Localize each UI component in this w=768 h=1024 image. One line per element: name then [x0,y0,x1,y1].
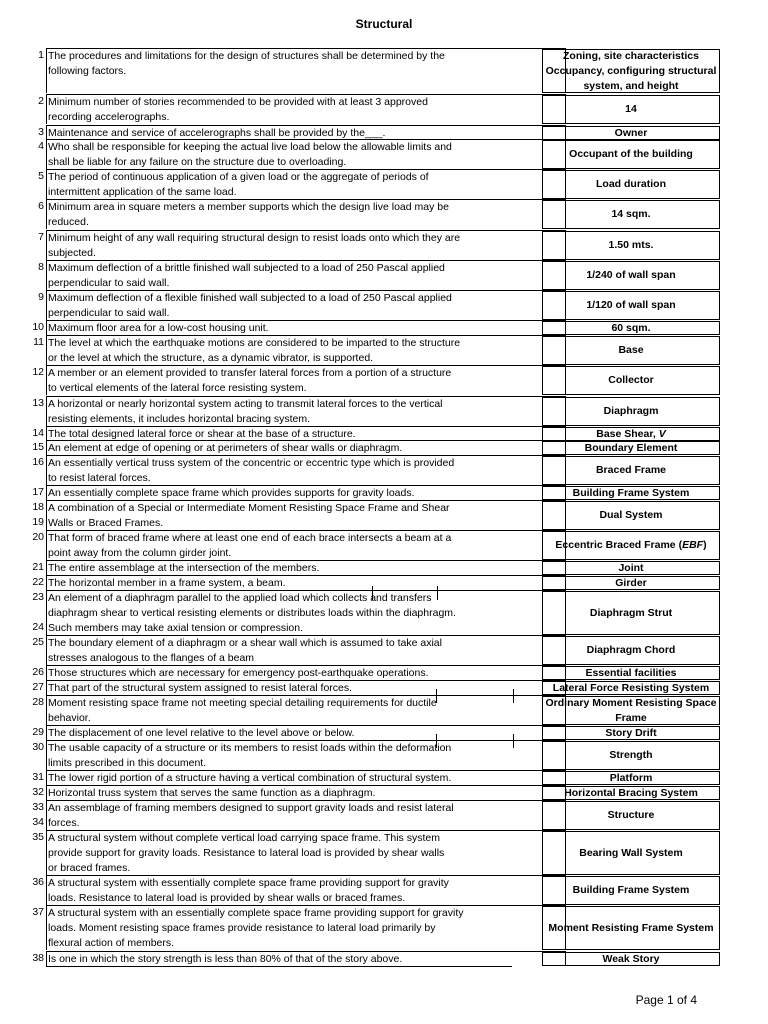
question-line: An assemblage of framing members designed to support gravity loads and resist lateral [48,802,454,814]
question-line: forces. [48,817,80,829]
table-row [30,365,720,395]
question-text [46,530,566,560]
table-row [30,485,720,500]
answer-cell: Diaphragm Strut [542,591,720,635]
question-text [46,590,566,635]
question-number: 29 [32,726,44,738]
question-line: A member or an element provided to transfer lateral forces from a portion of a structure [48,367,452,379]
empty-cell [436,689,514,703]
question-line: Maximum deflection of a brittle finished wall subjected to a load of 250 Pascal applied [48,262,445,274]
question-line: Walls or Braced Frames. [48,517,164,529]
question-line: The period of continuous application of a given load or the aggregate of periods of [48,171,429,183]
question-number: 8 [38,261,44,273]
answer-cell: Girder [542,576,720,590]
question-number: 3 [38,126,44,138]
answer-cell: Diaphragm Chord [542,636,720,665]
question-text [46,335,566,365]
table-row [30,785,720,800]
question-number: 26 [32,666,44,678]
answer-cell: 60 sqm. [542,321,720,335]
answer-cell: Collector [542,366,720,395]
table-row [30,260,720,290]
question-number: 7 [38,231,44,243]
answer-cell: 14 [542,95,720,124]
table-row [30,426,720,441]
question-line: An element at edge of opening or at perimeters of shear walls or diaphragm. [48,442,403,454]
question-number: 18 [32,501,44,513]
answer-cell: Platform [542,771,720,785]
table-bottom-border [46,966,512,967]
question-number: 13 [32,397,44,409]
answer-cell: Building Frame System [542,486,720,500]
question-number: 27 [32,681,44,693]
question-line: or braced frames. [48,862,131,874]
table-row [30,635,720,665]
question-number: 2 [38,95,44,107]
answer-cell: Essential facilities [542,666,720,680]
question-text [46,139,566,169]
answer-cell: Moment Resisting Frame System [542,906,720,950]
answer-cell: Owner [542,126,720,140]
table-row [30,139,720,169]
question-line: Moment resisting space frame not meeting special detailing requirements for ductile [48,697,437,709]
answer-cell: Structure [542,801,720,830]
question-line: Maintenance and service of accelerographs shall be provided by the___. [48,127,386,139]
answer-cell: Load duration [542,170,720,199]
table-row [30,335,720,365]
answer-cell: Building Frame System [542,876,720,905]
table-row [30,455,720,485]
table-row [30,725,720,740]
question-text [46,440,566,455]
table-row [30,230,720,260]
question-line: The displacement of one level relative to the level above or below. [48,727,355,739]
answer-cell: Base Shear, V [542,427,720,441]
question-line: Horizontal truss system that serves the same function as a diaphragm. [48,787,376,799]
table-row [30,830,720,875]
question-line: diaphragm shear to vertical resisting elements or distributes loads within the diaphragm. [48,607,456,619]
question-number: 34 [32,816,44,828]
question-line: perpendicular to said wall. [48,277,170,289]
answer-cell: Braced Frame [542,456,720,485]
answer-cell: 1/120 of wall span [542,291,720,320]
question-line: The level at which the earthquake motions are considered to be imparted to the structure [48,337,461,349]
question-line: resisting elements, it includes horizontal bracing system. [48,413,311,425]
question-line: limits prescribed in this document. [48,757,207,769]
question-number: 23 [32,591,44,603]
table-row [30,740,720,770]
question-line: An essentially complete space frame which provides supports for gravity loads. [48,487,415,499]
question-text [46,169,566,199]
answer-cell: 14 sqm. [542,200,720,229]
table-row [30,560,720,575]
question-text [46,260,566,290]
question-number: 16 [32,456,44,468]
question-number: 28 [32,696,44,708]
table-row [30,440,720,455]
question-number: 11 [33,336,44,348]
question-text [46,455,566,485]
question-number: 10 [32,321,44,333]
question-line: following factors. [48,65,127,77]
question-text [46,665,566,680]
question-number: 5 [38,170,44,182]
question-text [46,320,566,335]
table-row [30,500,720,530]
answer-cell: Horizontal Bracing System [542,786,720,800]
answer-cell: Bearing Wall System [542,831,720,875]
question-line: A structural system with an essentially complete space frame providing support for gravity [48,907,464,919]
question-number: 33 [32,801,44,813]
table-row [30,905,720,950]
table-row [30,199,720,229]
question-text [46,396,566,426]
question-line: Minimum number of stories recommended to be provided with at least 3 approved [48,96,428,108]
answer-cell: Base [542,336,720,365]
question-line: The lower rigid portion of a structure having a vertical combination of structural system. [48,772,452,784]
question-number: 24 [32,621,44,633]
table-row [30,125,720,140]
question-number: 36 [32,876,44,888]
question-number: 35 [32,831,44,843]
question-line: flexural action of members. [48,937,175,949]
question-line: A structural system without complete vertical load carrying space frame. This system [48,832,440,844]
question-text [46,500,566,530]
answer-cell: Eccentric Braced Frame (EBF) [542,531,720,560]
question-text [46,635,566,665]
answer-cell: Weak Story [542,952,720,966]
table-row [30,665,720,680]
question-line: Such members may take axial tension or compression. [48,622,304,634]
question-text [46,426,566,441]
question-line: or the level at which the structure, as a dynamic vibrator, is supported. [48,352,374,364]
question-number: 14 [32,427,44,439]
question-line: A structural system with essentially complete space frame providing support for gravity [48,877,449,889]
answer-cell: Strength [542,741,720,770]
question-line: Maximum deflection of a flexible finished wall subjected to a load of 250 Pascal applied [48,292,452,304]
question-line: shall be liable for any failure on the structure due to overloading. [48,156,347,168]
table-row [30,770,720,785]
question-line: The total designed lateral force or shear at the base of a structure. [48,428,356,440]
page-title: Structural [355,17,413,31]
table-row [30,48,720,93]
question-number: 22 [32,576,44,588]
question-text [46,770,566,785]
question-line: Who shall be responsible for keeping the actual live load below the allowable limits and [48,141,452,153]
table-row [30,94,720,124]
question-line: An element of a diaphragm parallel to the applied load which collects and transfers [48,592,432,604]
question-line: to resist lateral forces. [48,472,151,484]
question-line: Is one in which the story strength is less than 80% of that of the story above. [48,953,403,965]
question-line: reduced. [48,216,89,228]
question-line: intermittent application of the same load. [48,186,237,198]
question-number: 30 [32,741,44,753]
question-text [46,125,566,140]
question-line: That part of the structural system assigned to resist lateral forces. [48,682,353,694]
answer-cell: Zoning, site characteristics Occupancy, configuring structural system, and height [542,49,720,93]
question-text [46,199,566,229]
table-row [30,695,720,725]
page-number: Page 1 of 4 [635,993,697,1007]
question-line: loads. Resistance to lateral load is provided by shear walls or braced frames. [48,892,406,904]
question-number: 21 [32,561,44,573]
question-line: behavior. [48,712,91,724]
answer-cell: Story Drift [542,726,720,740]
question-number: 17 [32,486,44,498]
empty-cell [372,586,438,600]
empty-cell [436,734,514,748]
question-text [46,485,566,500]
question-number: 1 [38,49,44,61]
question-line: recording accelerographs. [48,111,170,123]
question-text [46,800,566,830]
table-row [30,396,720,426]
question-number: 32 [32,786,44,798]
question-number: 38 [32,952,44,964]
question-line: Minimum height of any wall requiring structural design to resist loads onto which they are [48,232,461,244]
answer-cell: Diaphragm [542,397,720,426]
question-text [46,875,566,905]
table-row [30,951,720,966]
answer-cell: 1/240 of wall span [542,261,720,290]
question-number: 15 [32,441,44,453]
table-row [30,800,720,830]
question-line: An essentially vertical truss system of the concentric or eccentric type which is provided [48,457,455,469]
answer-cell: Joint [542,561,720,575]
question-line: The procedures and limitations for the design of structures shall be determined by the [48,50,445,62]
answer-cell: Occupant of the building [542,140,720,169]
question-number: 12 [32,366,44,378]
question-line: stresses analogous to the flanges of a beam [48,652,255,664]
question-line: Minimum area in square meters a member supports which the design live load may be [48,201,449,213]
table-row [30,875,720,905]
question-line: to vertical elements of the lateral force resisting system. [48,382,307,394]
question-text [46,830,566,875]
question-number: 20 [32,531,44,543]
table-row [30,680,720,695]
question-line: point away from the column girder joint. [48,547,232,559]
question-number: 37 [32,906,44,918]
question-line: provide support for gravity loads. Resistance to lateral load is provided by shear walls [48,847,445,859]
question-text [46,560,566,575]
question-text [46,365,566,395]
question-text [46,575,566,590]
question-text [46,230,566,260]
answer-cell: Lateral Force Resisting System [542,681,720,695]
question-text [46,94,566,124]
question-line: Those structures which are necessary for emergency post-earthquake operations. [48,667,429,679]
question-number: 6 [38,200,44,212]
question-text [46,785,566,800]
table-row [30,320,720,335]
question-number: 25 [32,636,44,648]
question-number: 9 [38,291,44,303]
answer-cell: 1.50 mts. [542,231,720,260]
question-text [46,905,566,950]
answer-cell: Dual System [542,501,720,530]
question-line: Maximum floor area for a low-cost housing unit. [48,322,269,334]
question-number: 31 [32,771,44,783]
question-line: That form of braced frame where at least one end of each brace intersects a beam at a [48,532,452,544]
table-row [30,169,720,199]
question-number: 4 [38,140,44,152]
question-line: A combination of a Special or Intermediate Moment Resisting Space Frame and Shear [48,502,450,514]
question-text [46,290,566,320]
question-line: The horizontal member in a frame system, a beam. [48,577,286,589]
question-line: loads. Moment resisting space frames provide resistance to lateral load primarily by [48,922,436,934]
question-line: A horizontal or nearly horizontal system acting to transmit lateral forces to the vertical [48,398,443,410]
table-row [30,290,720,320]
question-line: The entire assemblage at the intersection of the members. [48,562,320,574]
question-text [46,48,566,93]
answer-cell: Boundary Element [542,441,720,455]
question-line: The boundary element of a diaphragm or a shear wall which is assumed to take axial [48,637,442,649]
question-line: subjected. [48,247,96,259]
question-line: perpendicular to said wall. [48,307,170,319]
question-number: 19 [32,516,44,528]
question-line: The usable capacity of a structure or its members to resist loads within the deformation [48,742,452,754]
question-text [46,951,566,966]
table-row [30,530,720,560]
answer-cell: Ordinary Moment Resisting Space Frame [542,696,720,725]
